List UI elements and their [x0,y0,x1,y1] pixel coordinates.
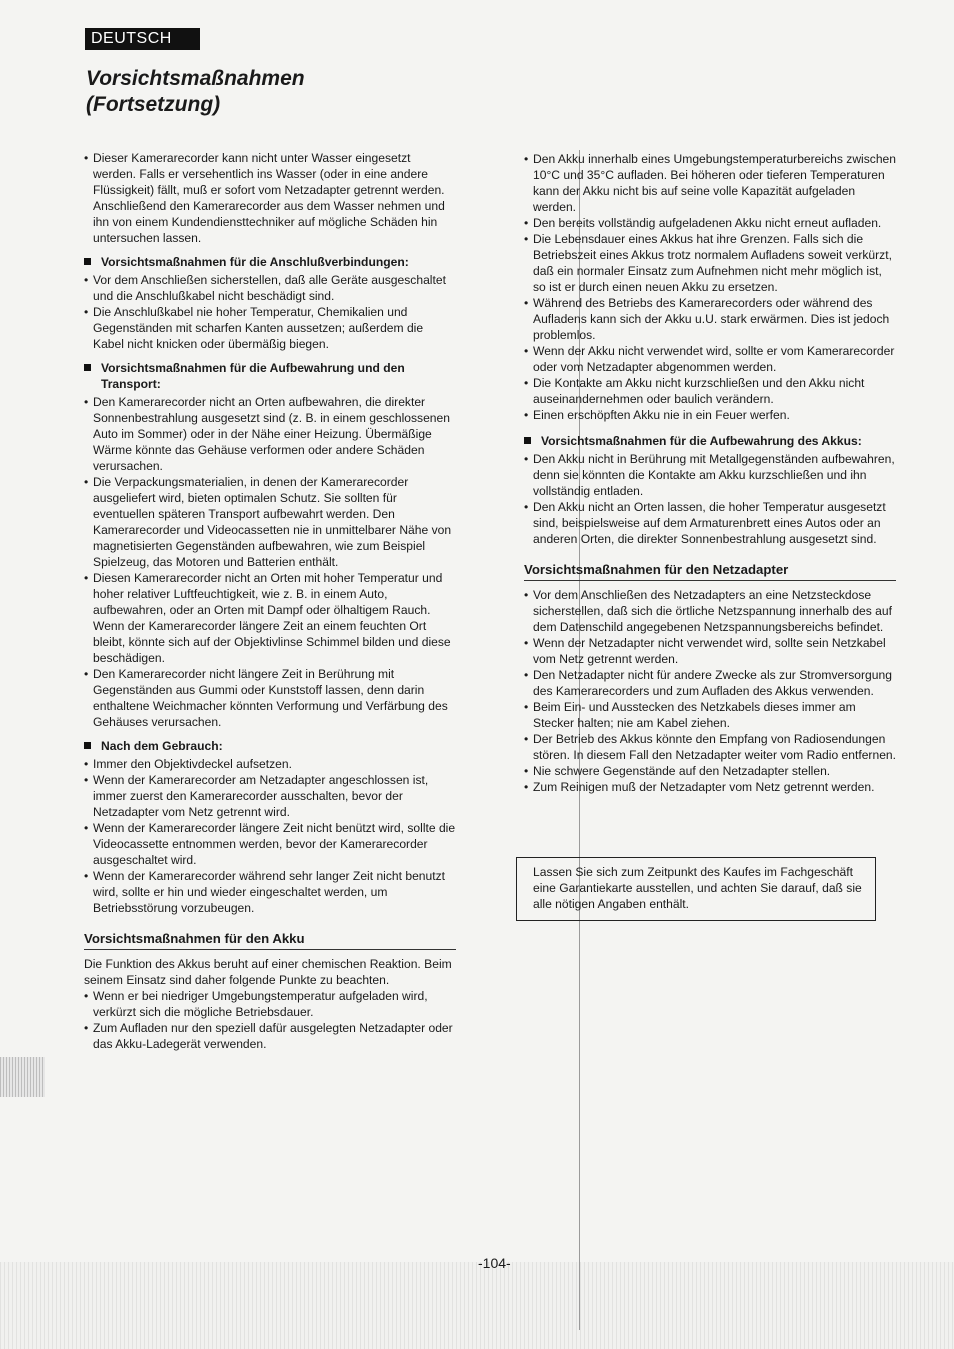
list-item: • Die Kontakte am Akku nicht kurzschließen und den Akku nicht auseinandernehmen oder baulich verändern. [524,375,896,407]
list-item: • Den bereits vollständig aufgeladenen Akku nicht erneut aufladen. [524,215,896,231]
left-column [84,150,456,1052]
scan-artifact [0,1057,45,1097]
battery-storage-heading: Vorsichtsmaßnahmen für die Aufbewahrung des Akkus: [524,433,896,449]
list-item: • Den Akku nicht in Berührung mit Metallgegenständen aufbewahren, denn sie könnten die Kontakte am Akku kurzschließen und ihn vollständig entladen. [524,451,896,499]
list-item: • Wenn der Akku nicht verwendet wird, sollte er vom Kamerarecorder oder vom Netzadapter abgenommen werden. [524,343,896,375]
battery-intro: Die Funktion des Akkus beruht auf einer chemischen Reaktion. Beim seinem Einsatz sind daher folgende Punkte zu beachten. [84,957,452,987]
page-title-line1: Vorsichtsmaßnahmen [86,67,305,90]
list-item: • Diesen Kamerarecorder nicht an Orten mit hoher Temperatur und hoher relativer Luftfeuchtigkeit, wie z. B. in einem Auto, aufbewahren, oder an Orten mit Dampf oder ölhaltigem Rauch. Wenn der Kamerarecorder längere Zeit an einem feuchten Ort bleibt, könnte sich auf der Objektivlinse Schimmel bilden und diese beschädigen. [84,570,456,666]
intro-bullet: • Dieser Kamerarecorder kann nicht unter Wasser eingesetzt werden. Falls er versehentlich ins Wasser (oder in eine andere Flüssigkeit) fällt, muß er sofort vom Netzadapter getrennt werden. Anschließend den Kamerarecorder aus dem Wasser nehmen und ihn von einem Kundendiensttechniker auf mögliche Schäden hin untersuchen lassen. [84,150,456,246]
list-item: • Den Akku innerhalb eines Umgebungstemperaturbereichs zwischen 10°C und 35°C aufladen. Bei höheren oder tieferen Temperaturen kann der Akku nicht bis auf seine volle Kapazität aufgeladen werden. [524,151,896,215]
page-title [86,66,305,118]
right-column [524,151,896,921]
adapter-section-title: Vorsichtsmaßnahmen für den Netzadapter [524,561,896,581]
list-item: • Vor dem Anschließen des Netzadapters an eine Netzsteckdose sicherstellen, daß sich die örtliche Netzspannung innerhalb des auf dem Datenschild angegebenen Netzspannungsbereichs befindet. [524,587,896,635]
list-item: • Zum Reinigen muß der Netzadapter vom Netz getrennt werden. [524,779,896,795]
list-item: • Die Anschlußkabel nie hoher Temperatur, Chemikalien und Gegenständen mit scharfen Kanten aussetzen; außerdem die Kabel nicht knicken oder übermäßig biegen. [84,304,456,352]
list-item: • Während des Betriebs des Kamerarecorders oder während des Aufladens kann sich der Akku u.U. stark erwärmen. Dies ist jedoch problemlos. [524,295,896,343]
warranty-note-box: Lassen Sie sich zum Zeitpunkt des Kaufes im Fachgeschäft eine Garantiekarte ausstellen, und achten Sie darauf, daß sie alle nötigen Angaben enthält. [516,857,876,921]
scan-noise-bottom [0,1262,954,1349]
list-item: • Die Lebensdauer eines Akkus hat ihre Grenzen. Falls sich die Betriebszeit eines Akkus trotz normalem Aufladens soweit verkürzt, daß ein normaler Einsatz zum Aufnehmen nicht mehr möglich ist, so ist er durch einen neuen Akku zu ersetzen. [524,231,896,295]
list-item: • Wenn der Kamerarecorder längere Zeit nicht benützt wird, sollte die Videocassette entnommen werden, bevor der Kamerarecorder ausgeschaltet wird. [84,820,456,868]
list-item: • Den Kamerarecorder nicht an Orten aufbewahren, die direkter Sonnenbestrahlung ausgesetzt sind (z. B. in einem geschlossenen Auto im Sommer) oder in der Nähe einer Heizung. Übermäßige Wärme könnte das Gehäuse verformen oder andere Schäden verursachen. [84,394,456,474]
square-bullet-icon [84,742,91,749]
list-item: • Die Verpackungsmaterialien, in denen der Kamerarecorder ausgeliefert wird, bieten optimalen Schutz. Sie sollten für eventuellen späteren Transport aufbewahrt werden. Den Kamerarecorder und Videocassetten nie in unmittelbarer Nähe von magnetisierten Gegenständen aufbewahren, wie zum Beispiel Spielzeug, das Motoren und Batterien enthält. [84,474,456,570]
list-item: • Wenn der Kamerarecorder am Netzadapter angeschlossen ist, immer zuerst den Kamerarecorder ausschalten, bevor der Netzadapter vom Netz getrennt wird. [84,772,456,820]
square-bullet-icon [524,437,531,444]
list-item: • Den Netzadapter nicht für andere Zwecke als zur Stromversorgung des Kamerarecorders und zum Aufladen des Akkus verwenden. [524,667,896,699]
battery-section-title: Vorsichtsmaßnahmen für den Akku [84,930,456,950]
list-item: • Den Kamerarecorder nicht längere Zeit in Berührung mit Gegenständen aus Gummi oder Kunststoff lassen, denn darin enthaltene Weichmacher könnten Verformung und Verfärbung des Gehäuses verursachen. [84,666,456,730]
storage-heading: Vorsichtsmaßnahmen für die Aufbewahrung und den Transport: [84,360,456,392]
list-item: • Zum Aufladen nur den speziell dafür ausgelegten Netzadapter oder das Akku-Ladegerät verwenden. [84,1020,456,1052]
list-item: • Einen erschöpften Akku nie in ein Feuer werfen. [524,407,896,423]
square-bullet-icon [84,364,91,371]
page-title-line2: (Fortsetzung) [86,93,221,116]
list-item: • Beim Ein- und Ausstecken des Netzkabels dieses immer am Stecker halten; nie am Kabel ziehen. [524,699,896,731]
list-item: • Der Betrieb des Akkus könnte den Empfang von Radiosendungen stören. In diesem Fall den Netzadapter weiter vom Radio entfernen. [524,731,896,763]
list-item: • Immer den Objektivdeckel aufsetzen. [84,756,456,772]
square-bullet-icon [84,258,91,265]
list-item: • Wenn er bei niedriger Umgebungstemperatur aufgeladen wird, verkürzt sich die mögliche Betriebsdauer. [84,988,456,1020]
list-item: • Den Akku nicht an Orten lassen, die hoher Temperatur ausgesetzt sind, beispielsweise auf dem Armaturenbrett eines Autos oder an anderen Orten, die direkter Sonnenbestrahlung ausgesetzt sind. [524,499,896,547]
list-item: • Nie schwere Gegenstände auf den Netzadapter stellen. [524,763,896,779]
page-number: -104- [478,1255,511,1271]
list-item: • Vor dem Anschließen sicherstellen, daß alle Geräte ausgeschaltet und die Anschlußkabel nicht beschädigt sind. [84,272,456,304]
list-item: • Wenn der Kamerarecorder während sehr langer Zeit nicht benutzt wird, sollte er hin und wieder eingeschaltet werden, um Betriebsstörung vorzubeugen. [84,868,456,916]
connections-heading: Vorsichtsmaßnahmen für die Anschlußverbindungen: [84,254,456,270]
language-tab: DEUTSCH [85,28,200,50]
after-use-heading: Nach dem Gebrauch: [84,738,456,754]
list-item: • Wenn der Netzadapter nicht verwendet wird, sollte sein Netzkabel vom Netz getrennt werden. [524,635,896,667]
